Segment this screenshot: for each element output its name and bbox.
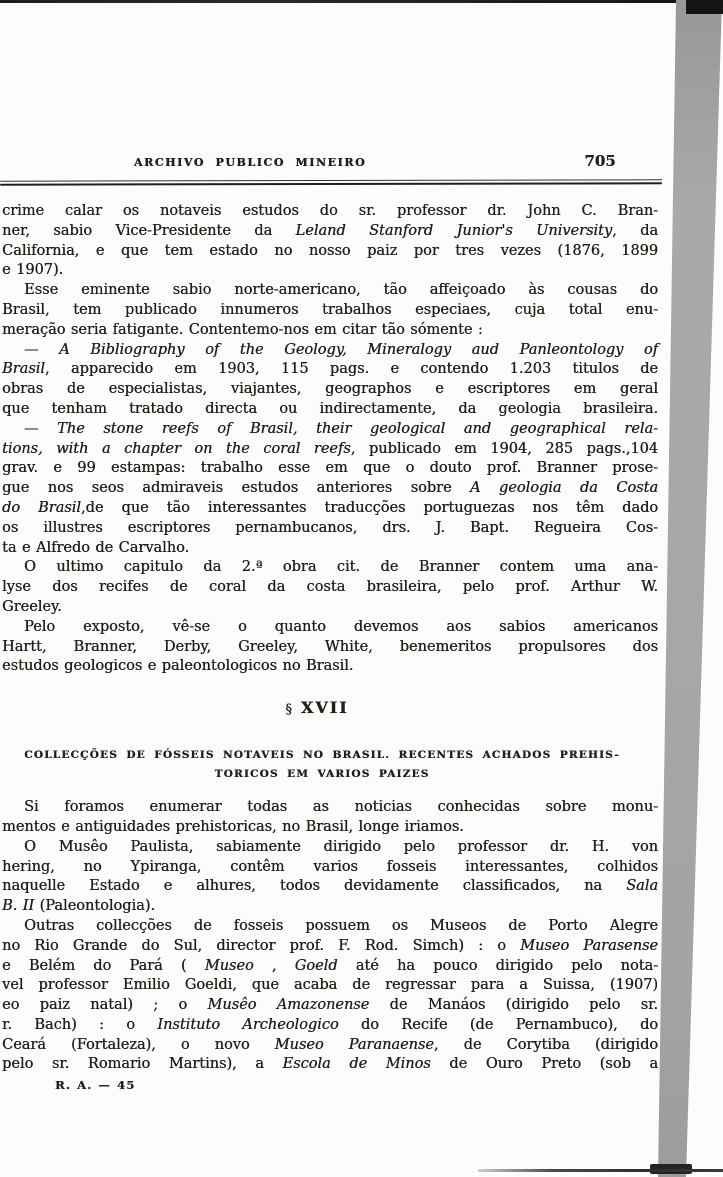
- text-line: [2, 1016, 658, 1036]
- roman-text: —: [24, 341, 60, 358]
- italic-text: Museo: [204, 957, 254, 974]
- text-line: [2, 858, 658, 878]
- roman-text: mentos e antiguidades prehistoricas, no Brasil, longe iriamos.: [2, 818, 464, 835]
- text-line: [2, 1055, 658, 1075]
- roman-text: Outras collecções de fosseis possuem os Museos de Porto Alegre: [24, 917, 658, 934]
- paragraph: [2, 281, 658, 340]
- page-number: 705: [584, 152, 616, 170]
- roman-text: , de Corytiba (dirigido: [433, 1036, 658, 1053]
- text-line: [2, 558, 658, 578]
- roman-text: Hartt, Branner, Derby, Greeley, White, benemeritos propulsores dos: [2, 638, 658, 655]
- italic-text: Museo Parasense: [520, 937, 658, 954]
- text-line: [2, 1036, 658, 1056]
- scan-bottom-edge-artifact: [478, 1169, 723, 1172]
- roman-text: ,: [253, 957, 295, 974]
- paragraph: [2, 202, 658, 281]
- paragraph: [2, 798, 658, 838]
- roman-text: , publicado em 1904, 285 pags.,104: [350, 440, 659, 457]
- text-line: [2, 301, 658, 321]
- subheading-line: TORICOS EM VARIOS PAIZES: [214, 768, 430, 781]
- roman-text: Greeley.: [2, 598, 62, 615]
- roman-text: hering, no Ypiranga, contêm varios fosseis interessantes, colhidos: [2, 858, 658, 875]
- italic-text: A geologia da Costa: [470, 480, 658, 497]
- text-line: [2, 440, 658, 460]
- roman-text: e 1907).: [2, 262, 64, 279]
- italic-text: tions, with a chapter on the coral reefs: [2, 440, 351, 457]
- italic-text: Instituto Archeologico: [157, 1016, 339, 1033]
- roman-text: pelo sr. Romario Martins), a: [2, 1056, 283, 1073]
- roman-text: lyse dos recifes de coral da costa brasileira, pelo prof. Arthur W.: [2, 579, 658, 596]
- text-line: [2, 519, 658, 539]
- text-line: [2, 798, 658, 818]
- text-line: [2, 341, 658, 361]
- scan-gutter-band-artifact: [648, 0, 723, 1177]
- text-line: [2, 638, 658, 658]
- italic-text: Sala: [626, 878, 658, 895]
- italic-text: Leland Stanford Junior's University: [295, 222, 613, 239]
- section-heading: [2, 698, 632, 720]
- roman-text: O Musêo Paulista, sabiamente dirigido pelo professor dr. H. von: [24, 838, 658, 855]
- header-rule-thick: [0, 182, 662, 186]
- text-line: [2, 578, 658, 598]
- text-line: [2, 281, 658, 301]
- roman-text: gue nos seos admiraveis estudos anteriores sobre: [2, 480, 470, 497]
- subheading-line: COLLECÇÕES DE FÓSSEIS NOTAVEIS NO BRASIL. RECENTES ACHADOS PREHIS-: [24, 749, 620, 762]
- text-line: [2, 261, 658, 281]
- text-line: [2, 499, 658, 519]
- italic-text: Brasil: [2, 361, 45, 378]
- roman-text: O ultimo capitulo da 2.ª obra cit. de Branner contem uma ana-: [24, 559, 658, 576]
- text-line: [2, 598, 658, 618]
- chapter-subheading: [2, 746, 642, 784]
- roman-text: os illustres escriptores pernambucanos, drs. J. Bapt. Regueira Cos-: [2, 519, 658, 536]
- italic-text: do Brasil: [2, 499, 81, 516]
- text-line: [2, 459, 658, 479]
- italic-text: Goeld: [294, 957, 338, 974]
- roman-text: no Rio Grande do Sul, director prof. F. Rod. Simch) : o: [2, 937, 521, 954]
- text-line: [2, 479, 658, 499]
- header-rule-thin: [0, 179, 662, 181]
- roman-text: do Recife (de Pernambuco), do: [338, 1016, 658, 1033]
- italic-text: B. II: [2, 898, 35, 915]
- italic-text: A Bibliography of the Geology, Mineralogy aud Panleontology of: [59, 341, 658, 358]
- roman-text: Esse eminente sabio norte-americano, tão affeiçoado às cousas do: [24, 282, 658, 299]
- paragraph: [2, 917, 658, 1075]
- scan-top-edge-artifact: [0, 0, 723, 3]
- text-line: [2, 897, 658, 917]
- italic-text: Musêo Amazonense: [207, 997, 370, 1014]
- text-line: [2, 360, 658, 380]
- roman-text: que tenham tratado directa ou indirectamente, da geologia brasileira.: [2, 400, 658, 417]
- text-line: [2, 877, 658, 897]
- text-line: [2, 976, 658, 996]
- roman-text: grav. e 99 estampas: trabalho esse em que o douto prof. Branner prose-: [2, 460, 658, 477]
- roman-text: até ha pouco dirigido pelo nota-: [337, 957, 658, 974]
- roman-text: Pelo exposto, vê-se o quanto devemos aos sabios americanos: [24, 618, 658, 635]
- text-line: [2, 400, 658, 420]
- scan-corner-artifact: [686, 0, 723, 14]
- roman-text: de Manáos (dirigido pelo sr.: [369, 997, 658, 1014]
- roman-text: , da: [612, 222, 659, 239]
- text-line: [2, 996, 658, 1016]
- roman-text: California, e que tem estado no nosso paiz por tres vezes (1876, 1899: [2, 242, 658, 259]
- roman-text: vel professor Emilio Goeldi, que acaba de regressar para a Suissa, (1907): [2, 977, 658, 994]
- roman-text: e Belém do Pará (: [2, 957, 205, 974]
- roman-text: de Ouro Preto (sob a: [430, 1056, 658, 1073]
- text-line: [2, 202, 658, 222]
- roman-text: Ceará (Fortaleza), o novo: [2, 1036, 275, 1053]
- roman-text: , apparecido em 1903, 115 pags. e contendo 1.203 titulos de: [44, 361, 658, 378]
- text-line: [2, 657, 658, 677]
- text-line: [2, 818, 658, 838]
- text-line: [2, 222, 658, 242]
- text-line: [2, 838, 658, 858]
- roman-text: eo paiz natal) ; o: [2, 997, 208, 1014]
- paragraph: [2, 618, 658, 677]
- italic-text: The stone reefs of Brasil, their geological and geographical rela-: [57, 420, 658, 437]
- roman-text: Brasil, tem publicado innumeros trabalhos especiaes, cuja total enu-: [2, 301, 658, 318]
- text-line: [2, 539, 658, 559]
- roman-text: ta e Alfredo de Carvalho.: [2, 539, 190, 556]
- paragraph: [2, 420, 658, 559]
- running-header-title: ARCHIVO PUBLICO MINEIRO: [133, 156, 367, 169]
- text-line: [2, 420, 658, 440]
- roman-text: Si foramos enumerar todas as noticias conhecidas sobre monu-: [24, 799, 658, 816]
- footer-signature: R. A. — 45: [55, 1078, 136, 1093]
- roman-text: crime calar os notaveis estudos do sr. professor dr. John C. Bran-: [2, 203, 658, 219]
- section-label: XVII: [300, 698, 349, 718]
- roman-text: obras de especialistas, viajantes, geographos e escriptores em geral: [2, 381, 658, 398]
- text-line: [2, 957, 658, 977]
- paragraph: [2, 341, 658, 420]
- page-body: [2, 202, 658, 1096]
- italic-text: Escola de Minos: [282, 1056, 431, 1073]
- roman-text: —: [24, 420, 58, 437]
- text-line: [2, 380, 658, 400]
- roman-text: (Paleontologia).: [34, 898, 155, 915]
- paragraph: [2, 838, 658, 917]
- section-mark: §: [285, 702, 292, 718]
- roman-text: naquelle Estado e alhures, todos devidamente classificados, na: [2, 878, 627, 895]
- roman-text: meração seria fatigante. Contentemo-nos em citar tão sómente :: [2, 321, 483, 338]
- roman-text: estudos geologicos e paleontologicos no Brasil.: [2, 658, 354, 675]
- text-line: [2, 917, 658, 937]
- text-line: [2, 937, 658, 957]
- roman-text: r. Bach) : o: [2, 1016, 158, 1033]
- text-line: [2, 242, 658, 262]
- italic-text: Museo Paranaense: [274, 1036, 434, 1053]
- text-line: [2, 618, 658, 638]
- paragraph: [2, 558, 658, 617]
- roman-text: ,de que tão interessantes traducções portuguezas nos têm dado: [80, 499, 658, 516]
- roman-text: ner, sabio Vice-Presidente da: [2, 222, 296, 239]
- text-line: [2, 321, 658, 341]
